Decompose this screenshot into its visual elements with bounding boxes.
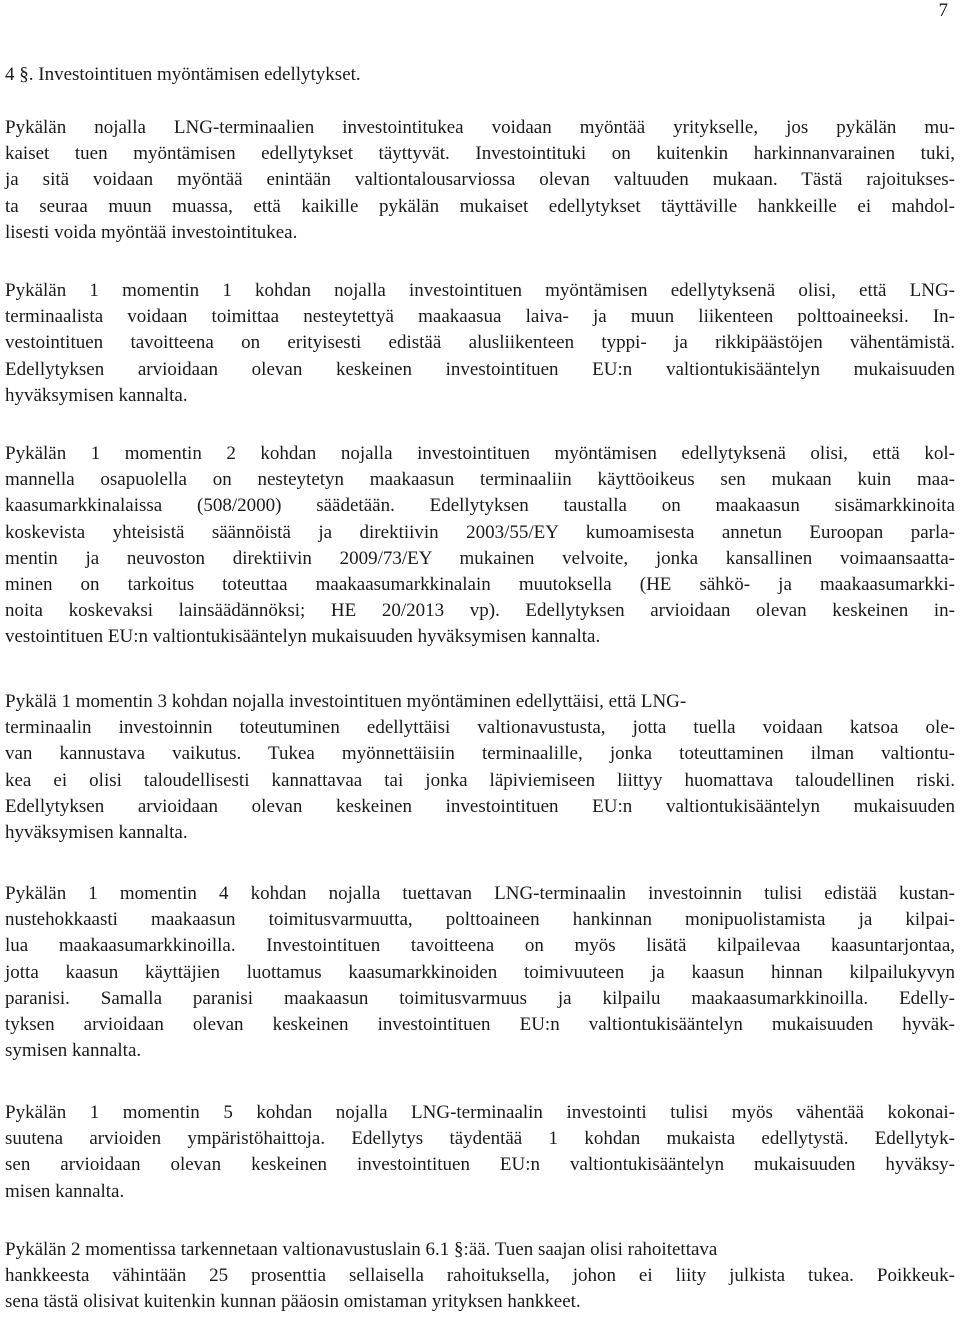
- text-line: Pykälän nojalla LNG-terminaalien investointitukea voidaan myöntää yritykselle, jos pykälän mu-: [5, 117, 955, 138]
- text-line: hyväksymisen kannalta.: [5, 384, 188, 406]
- text-line: Pykälän 1 momentin 1 kohdan nojalla investointituen myöntämisen edellytyksenä olisi, että LNG-: [5, 280, 955, 301]
- text-line: vestointituen EU:n valtiontukisääntelyn mukaisuuden hyväksymisen kannalta.: [5, 626, 601, 648]
- text-line: kaasumarkkinalaissa (508/2000) säädetään. Edellytyksen taustalla on maakaasun sisämarkkinoita: [5, 495, 955, 517]
- text-line: tyksen arvioidaan olevan keskeinen investointituen EU:n valtiontukisääntelyn mukaisuuden hyväk-: [5, 1013, 955, 1035]
- paragraph: [5, 1237, 955, 1316]
- text-line: sen arvioidaan olevan keskeinen investointituen EU:n valtiontukisääntelyn mukaisuuden hyväksy-: [5, 1154, 955, 1176]
- text-line: ja sitä voidaan myöntää enintään valtiontalousarviossa olevan valtuuden mukaan. Tästä rajoitukses-: [5, 169, 955, 191]
- text-line: noita koskevaksi lainsäädännöksi; HE 20/2013 vp). Edellytyksen arvioidaan olevan keskeinen in-: [5, 600, 955, 622]
- text-line: van kannustava vaikutus. Tukea myönnettäisiin terminaalille, jonka toteuttaminen ilman valtiontu-: [5, 743, 955, 765]
- text-line: mentin ja neuvoston direktiivin 2009/73/EY mukainen velvoite, jonka kansallinen voimaansaatta-: [5, 547, 955, 569]
- text-line: kea ei olisi taloudellisesti kannattavaa tai jonka läpiviemiseen liittyy huomattava taloudellinen riski.: [5, 769, 955, 791]
- text-line: Pykälän 2 momentissa tarkennetaan valtionavustuslain 6.1 §:ää. Tuen saajan olisi rahoitettava: [5, 1239, 718, 1260]
- text-line: jotta kaasun käyttäjien luottamus kaasumarkkinoiden toimivuuteen ja kaasun hinnan kilpailukyvyn: [5, 961, 955, 983]
- text-line: paranisi. Samalla paranisi maakaasun toimitusvarmuus ja kilpailu maakaasumarkkinoilla. Edelly-: [5, 987, 955, 1009]
- text-line: Pykälän 1 momentin 2 kohdan nojalla investointituen myöntämisen edellytyksenä olisi, että kol-: [5, 443, 955, 464]
- text-line: terminaalin investoinnin toteutuminen edellyttäisi valtionavustusta, jotta tuella voidaan katsoa ole-: [5, 717, 955, 739]
- page-number: 7: [938, 0, 948, 21]
- text-line: nustehokkaasti maakaasun toimitusvarmuutta, polttoaineen hankinnan monipuolistamista ja kilpai-: [5, 909, 955, 931]
- text-line: Edellytyksen arvioidaan olevan keskeinen investointituen EU:n valtiontukisääntelyn mukaisuuden: [5, 358, 955, 380]
- section-heading: 4 §. Investointituen myöntämisen edellytykset.: [5, 64, 361, 85]
- text-line: mannella osapuolella on nesteytetyn maakaasun terminaaliin käyttöoikeus sen mukaan kuin maa-: [5, 469, 955, 491]
- text-line: lisesti voida myöntää investointitukea.: [5, 221, 298, 243]
- text-line: hyväksymisen kannalta.: [5, 821, 188, 843]
- text-line: misen kannalta.: [5, 1180, 125, 1202]
- paragraph: [5, 115, 955, 246]
- text-line: koskevista yhteisistä säännöistä ja direktiivin 2003/55/EY kumoamisesta annetun Euroopan parla-: [5, 521, 955, 543]
- text-line: Pykälän 1 momentin 4 kohdan nojalla tuettavan LNG-terminaalin investoinnin tulisi edistää kustan-: [5, 883, 955, 904]
- text-line: lua maakaasumarkkinoilla. Investointituen tavoitteena on myös lisätä kilpailevaa kaasuntarjontaa,: [5, 935, 955, 957]
- paragraph: [5, 689, 955, 846]
- text-line: Pykälä 1 momentin 3 kohdan nojalla investointituen myöntäminen edellyttäisi, että LNG-: [5, 691, 687, 712]
- text-line: minen on tarkoitus toteuttaa maakaasumarkkinalain muutoksella (HE sähkö- ja maakaasumarkki-: [5, 573, 955, 595]
- text-line: symisen kannalta.: [5, 1040, 142, 1062]
- paragraph: [5, 881, 955, 1064]
- text-line: suutena arvioiden ympäristöhaittoja. Edellytys täydentää 1 kohdan mukaista edellytystä. Edellytyk-: [5, 1128, 955, 1150]
- text-line: sena tästä olisivat kuitenkin kunnan pääosin omistaman yrityksen hankkeet.: [5, 1291, 581, 1313]
- text-line: vestointituen tavoitteena on erityisesti edistää alusliikenteen typpi- ja rikkipäästöjen vähentämistä.: [5, 332, 955, 354]
- paragraph: [5, 278, 955, 409]
- text-line: terminaalista voidaan toimittaa nesteytettyä maakaasua laiva- ja muun liikenteen polttoaineeksi. In-: [5, 306, 955, 328]
- text-line: Pykälän 1 momentin 5 kohdan nojalla LNG-terminaalin investointi tulisi myös vähentää kokonai-: [5, 1102, 955, 1123]
- text-line: hankkeesta vähintään 25 prosenttia sellaisella rahoituksella, johon ei liity julkista tukea. Poikkeuk-: [5, 1265, 955, 1287]
- paragraph: [5, 441, 955, 651]
- paragraph: [5, 1100, 955, 1205]
- text-line: kaiset tuen myöntämisen edellytykset täyttyvät. Investointituki on kuitenkin harkinnanvarainen tuki,: [5, 143, 955, 165]
- text-line: Edellytyksen arvioidaan olevan keskeinen investointituen EU:n valtiontukisääntelyn mukaisuuden: [5, 795, 955, 817]
- text-line: ta seuraa muun muassa, että kaikille pykälän mukaiset edellytykset täyttäville hankkeille ei mahdol-: [5, 195, 955, 217]
